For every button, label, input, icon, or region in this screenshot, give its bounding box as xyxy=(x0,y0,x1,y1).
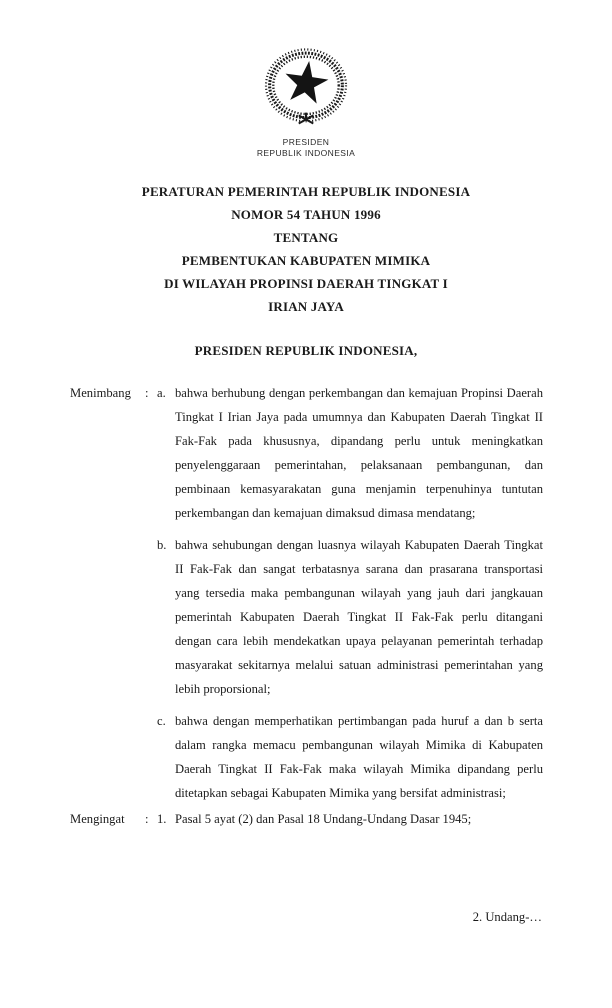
item-marker: a. xyxy=(157,386,166,400)
menimbang-label: Menimbang xyxy=(70,386,131,400)
menimbang-colon: : xyxy=(145,386,149,400)
title-line-wilayah: DI WILAYAH PROPINSI DAERAH TINGKAT I xyxy=(164,276,448,291)
item-marker: b. xyxy=(157,538,167,552)
legal-basis-item-1 xyxy=(157,807,543,831)
document-body xyxy=(70,381,543,831)
regulation-title xyxy=(0,180,612,318)
page-catchword: 2. Undang-… xyxy=(472,910,542,924)
mengingat-colon: : xyxy=(145,812,149,826)
item-text: bahwa dengan memperhatikan pertimbangan pada huruf a dan b serta dalam rangka memacu pembangunan wilayah Mimika di Kabupaten Daerah Tingkat II Fak-Fak maka wilayah Mimika dipandang perlu ditetapkan sebagai Kabupaten Mimika yang bersifat administrasi; xyxy=(175,714,543,800)
consideration-item-c xyxy=(157,709,543,805)
title-line-nomor: NOMOR 54 TAHUN 1996 xyxy=(231,207,381,222)
item-marker: c. xyxy=(157,714,166,728)
menimbang-items xyxy=(157,381,543,805)
mengingat-items xyxy=(157,807,543,831)
item-marker: 1. xyxy=(157,812,167,826)
item-text: bahwa sehubungan dengan luasnya wilayah Kabupaten Daerah Tingkat II Fak-Fak dan sangat terbatasnya sarana dan prasarana transportasi yang tersedia maka pembangunan wilayah yang jauh dari jangkauan pemerintah Kabupaten Daerah Tingkat II Fak-Fak perlu ditangani dengan cara lebih mendekatkan upaya pelayanan pemerintah terhadap masyarakat sekitarnya melalui satuan administrasi pemerintahan yang lebih proporsional; xyxy=(175,538,543,696)
title-line-peraturan: PERATURAN PEMERINTAH REPUBLIK INDONESIA xyxy=(141,184,471,199)
item-text: Pasal 5 ayat (2) dan Pasal 18 Undang-Undang Dasar 1945; xyxy=(175,812,472,826)
consideration-item-a xyxy=(157,381,543,525)
title-line-irian-jaya: IRIAN JAYA xyxy=(268,299,344,314)
menimbang-section xyxy=(70,381,543,805)
item-text: bahwa berhubung dengan perkembangan dan kemajuan Propinsi Daerah Tingkat I Irian Jaya pada umumnya dan Kabupaten Daerah Tingkat II Fak-Fak pada khususnya, dipandang perlu untuk meningkatkan penyelenggaraan pemerintahan, pelaksanaan pembangunan, dan pembinaan kemasyarakatan guna menjamin terpenuhinya tuntutan perkembangan dan kemajuan dimaksud dimasa mendatang; xyxy=(175,386,543,520)
title-line-tentang: TENTANG xyxy=(273,230,339,245)
presidential-star-wreath-emblem-icon xyxy=(256,44,356,134)
letterhead-republik-indonesia-label: REPUBLIK INDONESIA xyxy=(256,148,356,158)
star-icon xyxy=(282,58,331,105)
salutation: PRESIDEN REPUBLIK INDONESIA, xyxy=(194,343,418,358)
consideration-item-b xyxy=(157,533,543,701)
title-line-pembentukan: PEMBENTUKAN KABUPATEN MIMIKA xyxy=(181,253,431,268)
letterhead-presiden-label: PRESIDEN xyxy=(282,137,330,147)
mengingat-label: Mengingat xyxy=(70,812,125,826)
mengingat-section xyxy=(70,807,543,831)
letterhead xyxy=(0,44,612,159)
